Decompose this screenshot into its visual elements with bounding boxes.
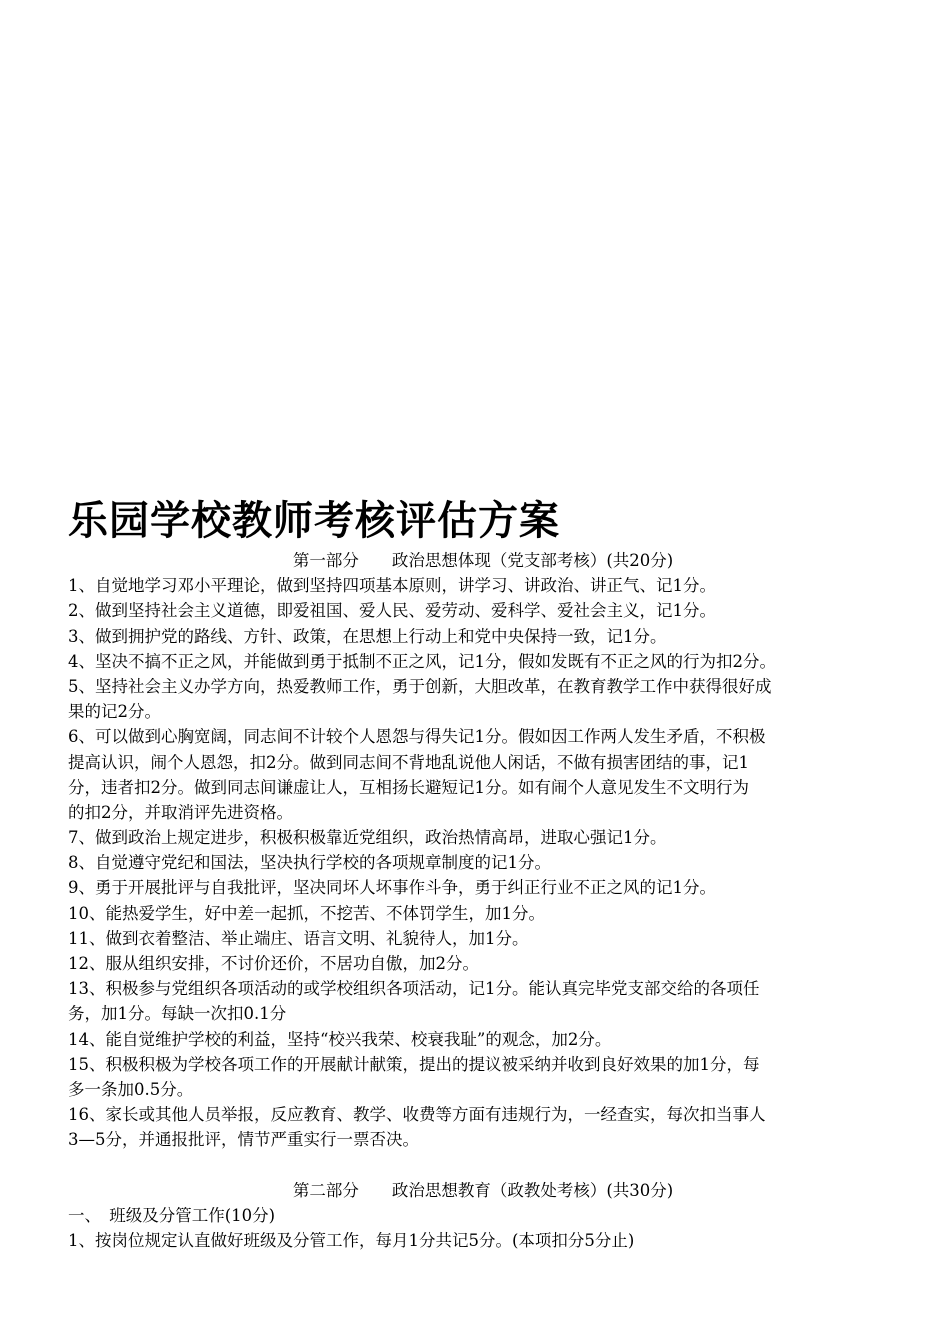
part2-heading: 第二部分 政治思想教育（政教处考核）(共30分) <box>292 1180 674 1200</box>
text-line: 3—5分，并通报批评，情节严重实行一票否决。 <box>68 1130 419 1150</box>
part2-items <box>68 1203 898 1253</box>
text-line: 2、做到坚持社会主义道德，即爱祖国、爱人民、爱劳动、爱科学、爱社会主义，记1分。 <box>68 601 716 621</box>
text-line: 务，加1分。每缺一次扣0.1分 <box>68 1004 287 1024</box>
blank-line <box>68 1153 898 1178</box>
document-body <box>68 548 898 1253</box>
text-line: 果的记2分。 <box>68 702 161 722</box>
text-line: 6、可以做到心胸宽阔，同志间不计较个人恩怨与得失记1分。假如因工作两人发生矛盾，不积极 <box>68 727 766 747</box>
text-line: 提高认识，闹个人恩怨，扣2分。做到同志间不背地乱说他人闲话，不做有损害团结的事，记1 <box>68 752 749 772</box>
text-line: 8、自觉遵守党纪和国法，坚决执行学校的各项规章制度的记1分。 <box>68 853 551 873</box>
text-line: 9、勇于开展批评与自我批评，坚决同坏人坏事作斗争，勇于纠正行业不正之风的记1分。 <box>68 878 716 898</box>
text-line: 12、服从组织安排，不讨价还价，不居功自傲，加2分。 <box>68 954 479 973</box>
text-line: 的扣2分，并取消评先进资格。 <box>68 802 293 822</box>
text-line: 5、坚持社会主义办学方向，热爱教师工作，勇于创新，大胆改革，在教育教学工作中获得很好成 <box>68 676 772 696</box>
text-line: 14、能自觉维护学校的利益，坚持“校兴我荣、校衰我耻”的观念，加2分。 <box>68 1029 612 1049</box>
part1-heading: 第一部分 政治思想体现（党支部考核）(共20分) <box>292 551 674 570</box>
text-line: 一、 班级及分管工作(10分) <box>68 1205 276 1225</box>
text-line: 16、家长或其他人员举报，反应教育、教学、收费等方面有违规行为，一经查实，每次扣当事人 <box>68 1105 766 1125</box>
text-line: 4、坚决不搞不正之风，并能做到勇于抵制不正之风，记1分，假如发既有不正之风的行为扣2分。 <box>68 651 776 671</box>
text-line: 多一条加0.5分。 <box>68 1079 194 1099</box>
text-line: 10、能热爱学生，好中差一起抓，不挖苦、不体罚学生，加1分。 <box>68 903 545 923</box>
text-line: 3、做到拥护党的路线、方针、政策，在思想上行动上和党中央保持一致，记1分。 <box>68 626 667 646</box>
text-line: 13、积极参与党组织各项活动的或学校组织各项活动，记1分。能认真完毕党支部交给的各项任 <box>68 979 760 999</box>
part1-items <box>68 573 898 1152</box>
text-line: 1、自觉地学习邓小平理论，做到坚持四项基本原则，讲学习、讲政治、讲正气、记1分。 <box>68 576 716 596</box>
text-line: 分，违者扣2分。做到同志间谦虚让人，互相扬长避短记1分。如有闹个人意见发生不文明行为 <box>68 777 749 797</box>
text-line: 7、做到政治上规定进步，积极积极靠近党组织，政治热情高昂，进取心强记1分。 <box>68 828 667 848</box>
document-title: 乐园学校教师考核评估方案 <box>68 498 560 544</box>
text-line: 11、做到衣着整洁、举止端庄、语言文明、礼貌待人，加1分。 <box>68 928 529 948</box>
text-line: 15、积极积极为学校各项工作的开展献计献策，提出的提议被采纳并收到良好效果的加1分，每 <box>68 1054 760 1074</box>
text-line: 1、按岗位规定认直做好班级及分管工作，每月1分共记5分。(本项扣分5分止) <box>68 1231 635 1251</box>
